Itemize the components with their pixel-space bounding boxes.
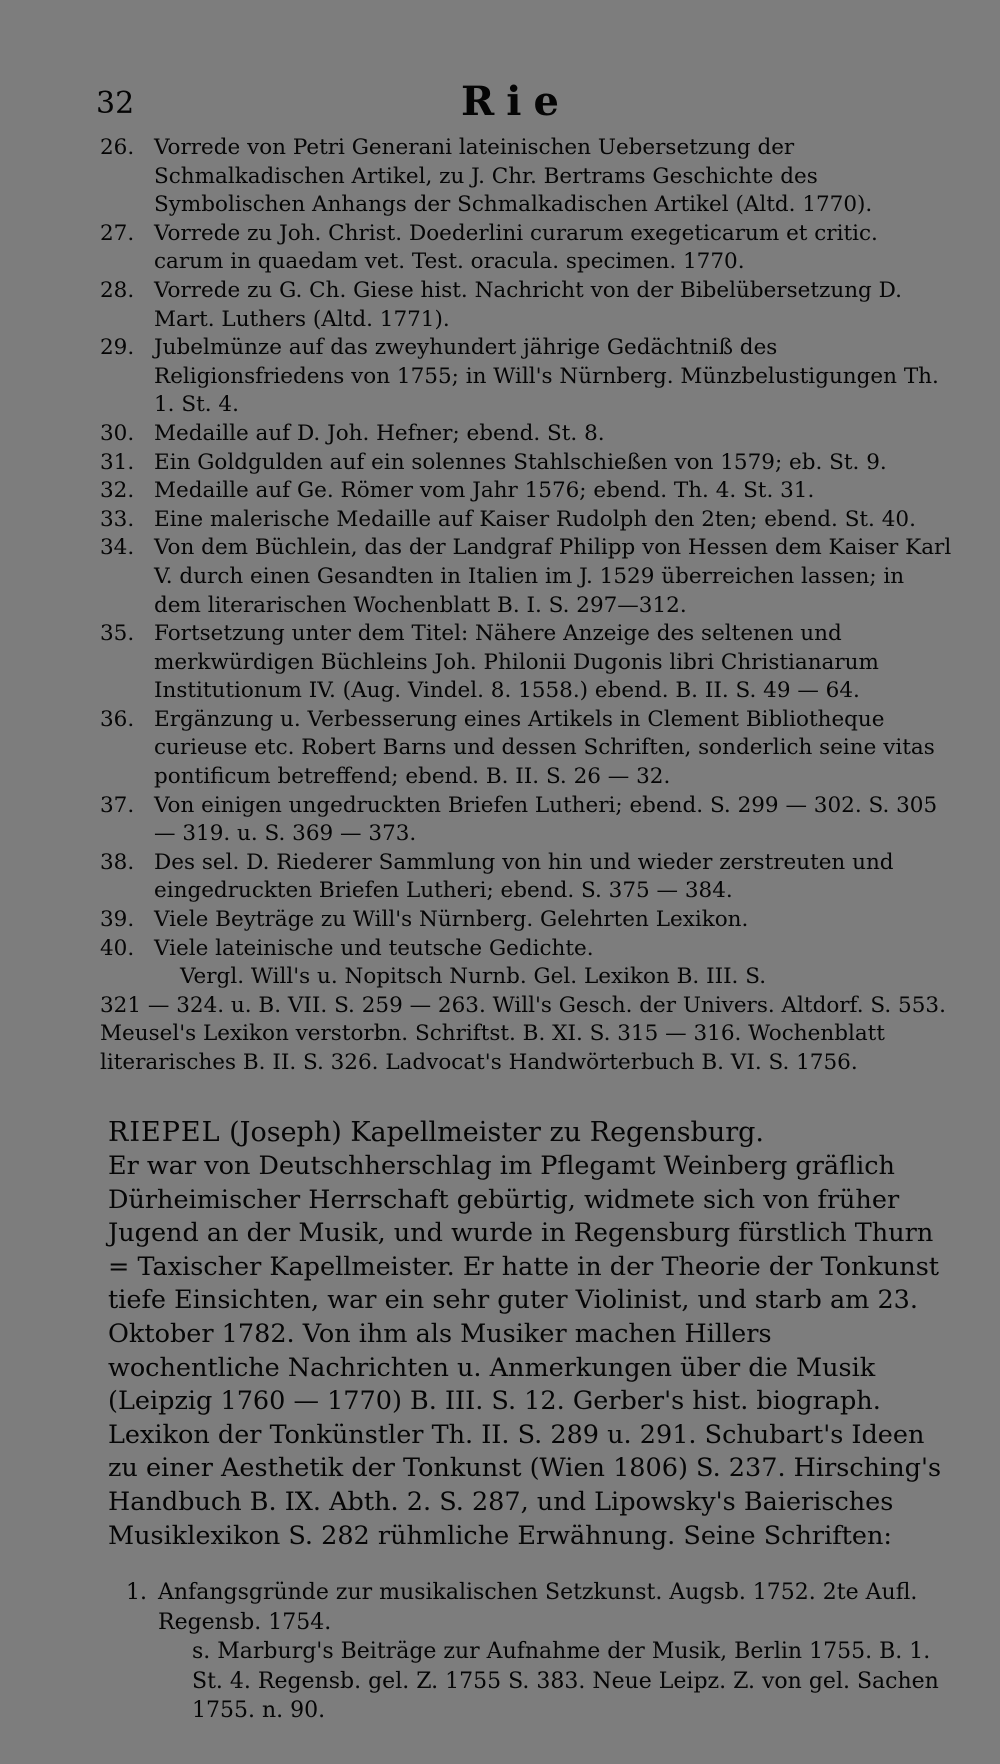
entry-number: 33. — [100, 506, 135, 532]
list-item — [100, 277, 952, 334]
entry-number: 31. — [100, 449, 135, 475]
entry-text: Vorrede von Petri Generani lateinischen Uebersetzung der Schmalkadischen Artikel, zu J. Chr. Bertrams Geschichte des Symbolischen Anhangs der Schmalkadischen Artikel (Altd. 1770). — [154, 135, 873, 218]
entry-text: Medaille auf Ge. Römer vom Jahr 1576; ebend. Th. 4. St. 31. — [154, 478, 815, 504]
entry-number: 38. — [100, 849, 135, 875]
entry-text: Des sel. D. Riederer Sammlung von hin und wieder zerstreuten und eingedruckten Briefen Lutheri; ebend. S. 375 — 384. — [154, 849, 894, 904]
references-continuation: 321 — 324. u. B. VII. S. 259 — 263. Will's Gesch. der Univers. Altdorf. S. 553. Meusel's Lexikon verstorbn. Schriftst. B. XI. S. 315 — 316. Wochenblatt literarisches B. II. S. 326. Ladvocat's Handwörterbuch B. VI. S. 1756. — [100, 992, 946, 1075]
entry-text: Eine malerische Medaille auf Kaiser Rudolph den 2ten; ebend. St. 40. — [154, 506, 916, 532]
references-first-line: Vergl. Will's u. Nopitsch Nurnb. Gel. Lexikon B. III. S. — [180, 964, 767, 990]
list-item — [100, 420, 952, 449]
list-item — [100, 706, 952, 792]
list-item — [100, 935, 952, 964]
works-list — [126, 1578, 952, 1726]
entry-number: 32. — [100, 478, 135, 504]
entry-name: RIEPEL — [108, 1117, 221, 1148]
entry-number: 29. — [100, 335, 135, 361]
list-item — [100, 220, 952, 277]
entry-text: Viele Beyträge zu Will's Nürnberg. Gelehrten Lexikon. — [154, 907, 749, 933]
entry-number: 35. — [100, 621, 135, 647]
entry-text: Viele lateinische und teutsche Gedichte. — [154, 935, 594, 961]
list-item — [100, 849, 952, 906]
list-item — [100, 620, 952, 706]
list-item — [100, 792, 952, 849]
list-item — [100, 906, 952, 935]
entry-number: 26. — [100, 135, 135, 160]
entry-body: Er war von Deutschherschlag im Pflegamt Weinberg gräflich Dürheimischer Herrschaft gebürtig, widmete sich von früher Jugend an der Musik, und wurde in Regensburg fürstlich Thurn = Taxischer Kapellmeister. Er hatte in der Theorie der Tonkunst tiefe Einsichten, war ein sehr guter Violinist, und starb am 23. Oktober 1782. Von ihm als Musiker machen Hillers wochentliche Nachrichten u. Anmerkungen über die Musik (Leipzig 1760 — 1770) B. III. S. 12. Gerber's hist. biograph. Lexikon der Tonkünstler Th. II. S. 289 u. 291. Schubart's Ideen zu einer Aesthetik der Tonkunst (Wien 1806) S. 237. Hirsching's Handbuch B. IX. Abth. 2. S. 287, und Lipowsky's Baierisches Musiklexikon S. 282 rühmliche Erwähnung. Seine Schriften: — [108, 1151, 942, 1551]
references-paragraph — [100, 963, 952, 1077]
entry-number: 28. — [100, 277, 135, 303]
page-number: 32 — [96, 86, 135, 121]
work-text: Anfangsgründe zur musikalischen Setzkunst. Augsb. 1752. 2te Aufl. Regensb. 1754. — [158, 1580, 918, 1635]
list-item — [100, 334, 952, 420]
entry-text: Ergänzung u. Verbesserung eines Artikels in Clement Bibliotheque curieuse etc. Robert Barns und dessen Schriften, sonderlich seine vitas pontificum betreffend; ebend. B. II. S. 26 — 32. — [154, 706, 935, 790]
list-item — [100, 449, 952, 478]
numbered-entries-list — [100, 134, 952, 1078]
entry-number: 36. — [100, 706, 135, 732]
entry-text: Jubelmünze auf das zweyhundert jährige Gedächtniß des Religionsfriedens von 1755; in Will's Nürnberg. Münzbelustigungen Th. 1. St. 4. — [154, 335, 939, 418]
entry-number: 40. — [100, 935, 135, 961]
list-item — [100, 534, 952, 620]
list-item — [100, 477, 952, 506]
list-item — [100, 134, 952, 220]
work-note: s. Marburg's Beiträge zur Aufnahme der Musik, Berlin 1755. B. 1. St. 4. Regensb. gel. Z. 1755 S. 383. Neue Leipz. Z. von gel. Sachen 1755. n. 90. — [192, 1639, 939, 1723]
entry-text: Vorrede zu G. Ch. Giese hist. Nachricht von der Bibelübersetzung D. Mart. Luthers (Altd. 1771). — [154, 277, 902, 332]
entry-heading — [108, 1116, 950, 1150]
list-item — [100, 506, 952, 535]
list-item — [126, 1578, 952, 1637]
running-head: Rie — [461, 78, 571, 125]
entry-number: 27. — [100, 220, 135, 246]
entry-number: 34. — [100, 535, 135, 561]
entry-text: Ein Goldgulden auf ein solennes Stahlschießen von 1579; eb. St. 9. — [154, 449, 887, 475]
entry-text: Vorrede zu Joh. Christ. Doederlini curarum exegeticarum et critic. carum in quaedam vet. Test. oracula. specimen. 1770. — [154, 220, 878, 275]
entry-text: Fortsetzung unter dem Titel: Nähere Anzeige des seltenen und merkwürdigen Büchleins Joh. Philonii Dugonis libri Christianarum Institutionum IV. (Aug. Vindel. 8. 1558.) ebend. B. II. S. 49 — 64. — [154, 621, 879, 704]
entry-text: Von einigen ungedruckten Briefen Lutheri; ebend. S. 299 — 302. S. 305 — 319. u. S. 369 — 373. — [154, 792, 938, 847]
page-header — [96, 78, 936, 128]
entry-number: 37. — [100, 792, 135, 818]
entry-text: Medaille auf D. Joh. Hefner; ebend. St. 8. — [154, 420, 605, 446]
entry-number: 30. — [100, 420, 135, 446]
entry-title: (Joseph) Kapellmeister zu Regensburg. — [229, 1117, 764, 1148]
entry-number: 39. — [100, 907, 135, 933]
work-number: 1. — [126, 1580, 147, 1605]
entry-text: Von dem Büchlein, das der Landgraf Philipp von Hessen dem Kaiser Karl V. durch einen Gesandten in Italien im J. 1529 überreichen lassen; in dem literarischen Wochenblatt B. I. S. 297—312. — [154, 535, 952, 618]
